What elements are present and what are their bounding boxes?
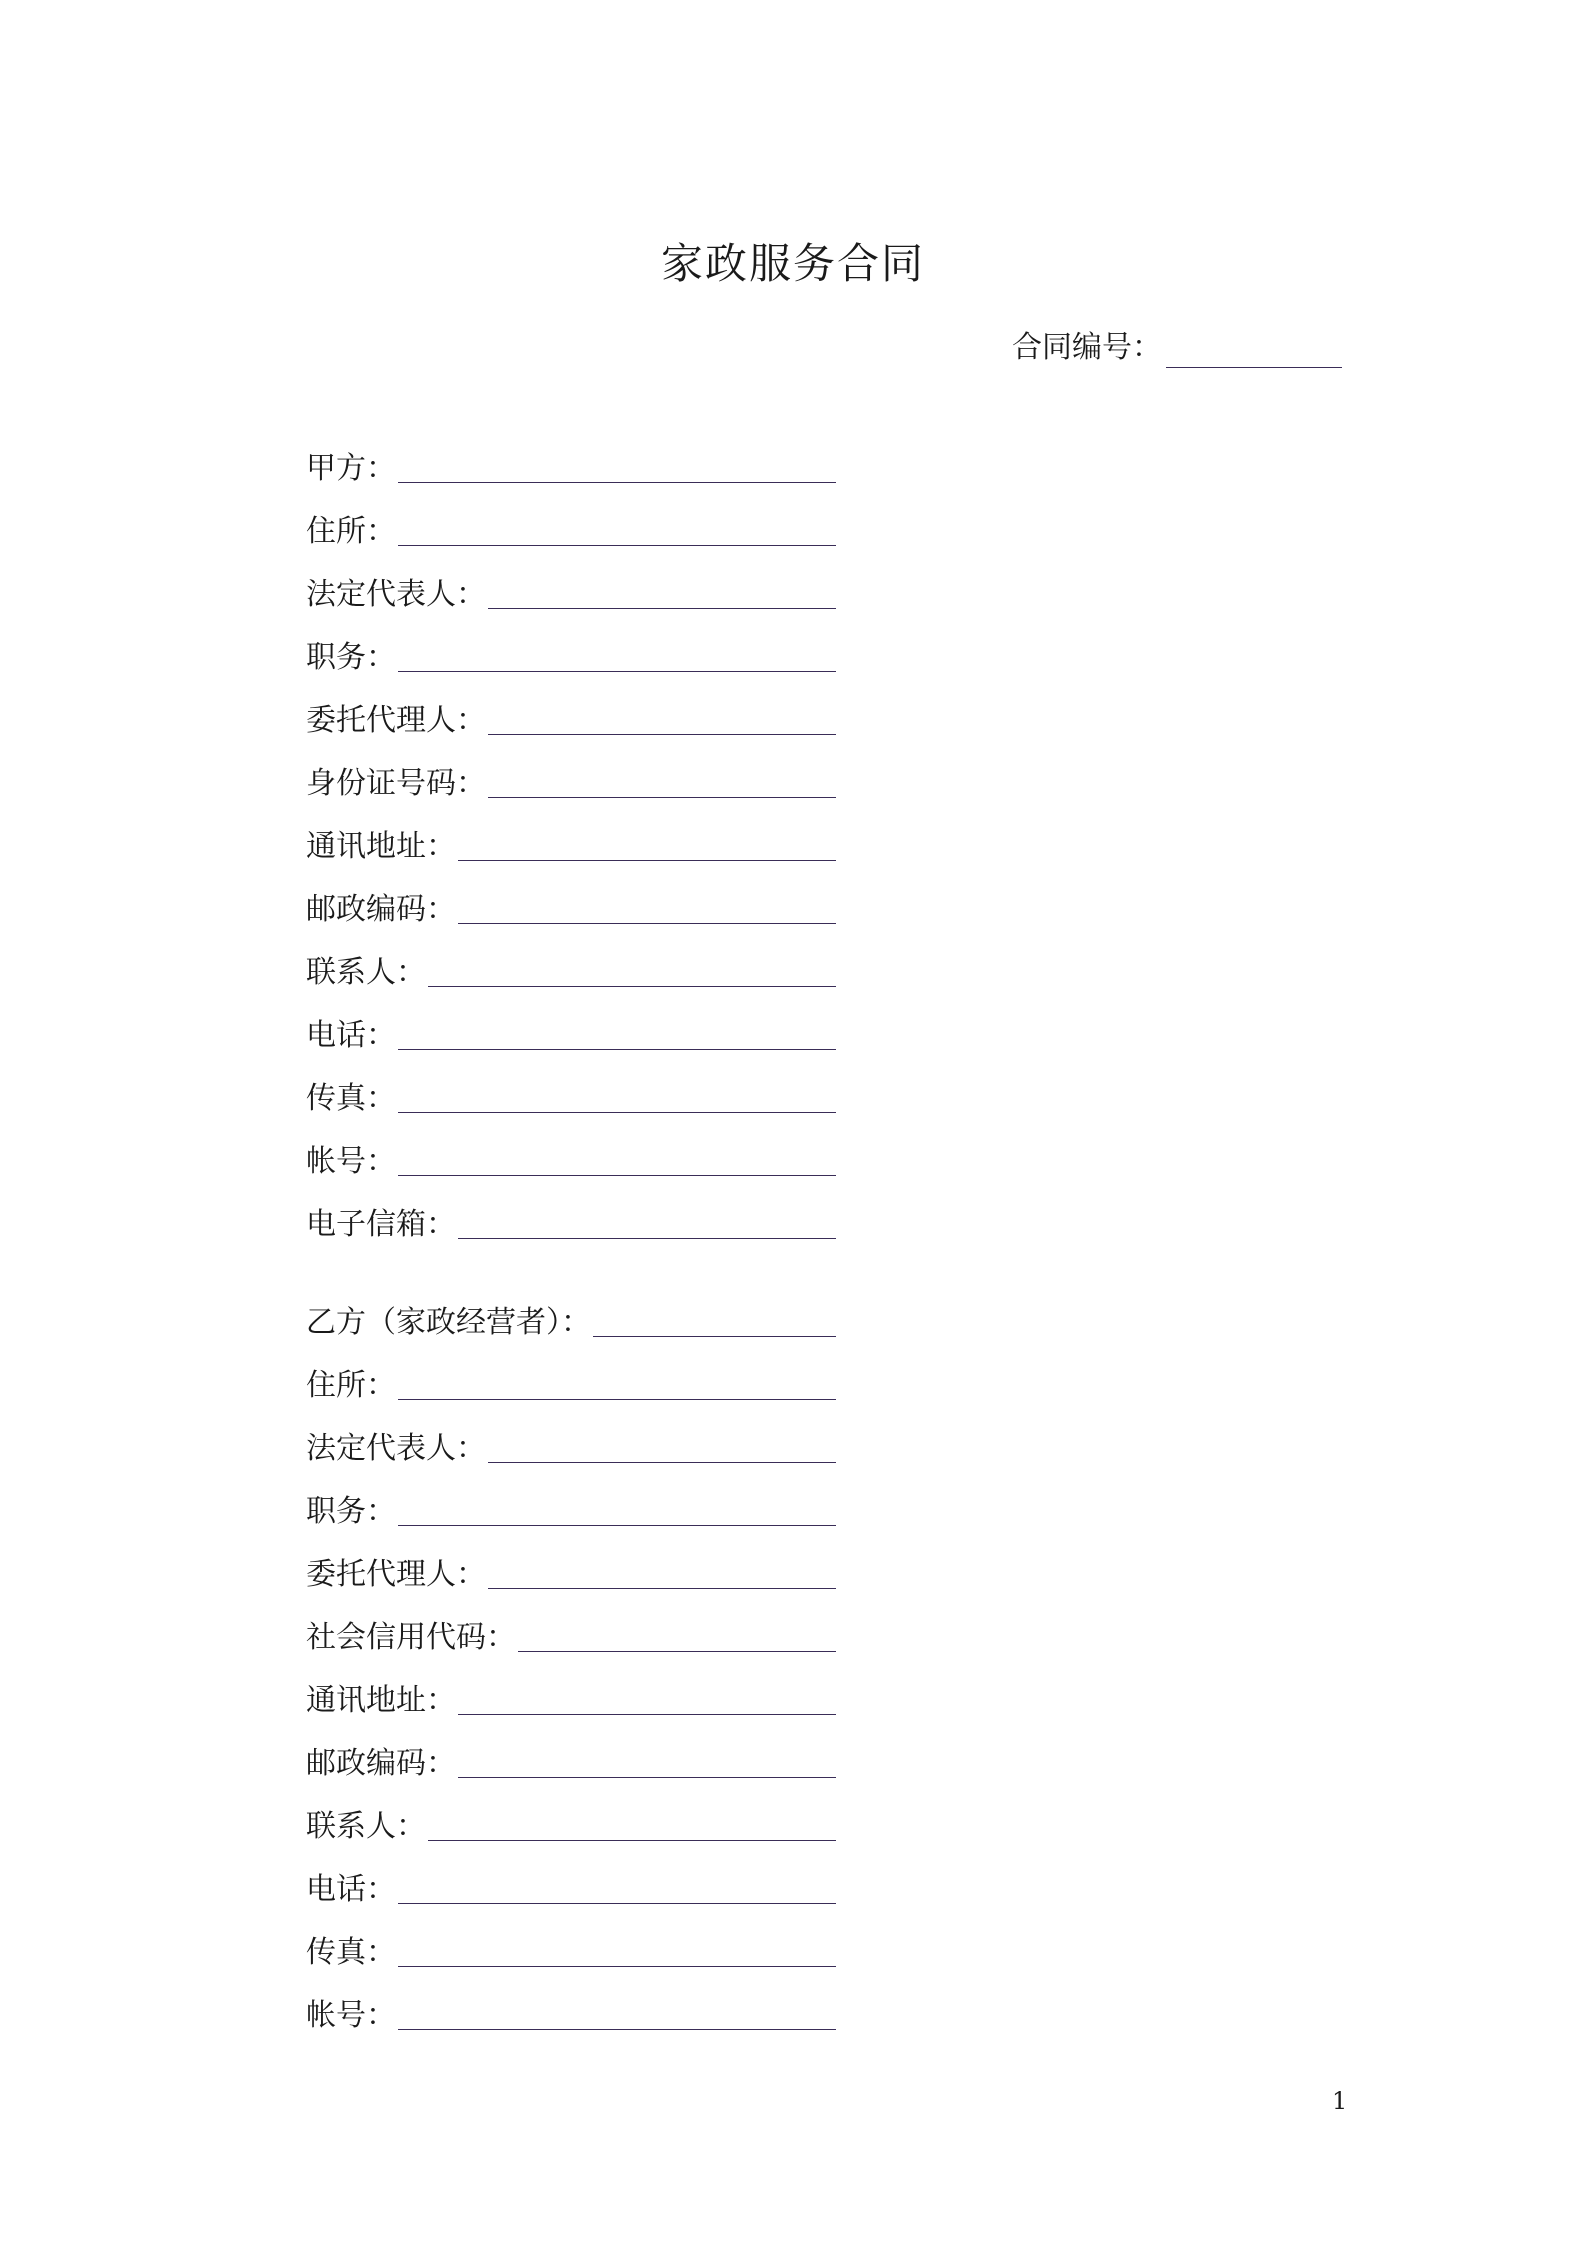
form-row <box>306 554 836 617</box>
field-label: 通讯地址： <box>306 1683 456 1718</box>
party-b-section <box>306 1282 836 2038</box>
form-row <box>306 1912 836 1975</box>
fill-in-blank[interactable] <box>488 700 836 735</box>
form-row <box>306 1660 836 1723</box>
fill-in-blank[interactable] <box>398 1869 836 1904</box>
form-row <box>306 995 836 1058</box>
form-row <box>306 428 836 491</box>
field-label: 住所： <box>306 514 396 549</box>
form-row <box>306 1121 836 1184</box>
contract-number-field <box>1012 322 1342 368</box>
field-label: 帐号： <box>306 1144 396 1179</box>
form-row <box>306 1282 836 1345</box>
fill-in-blank[interactable] <box>458 1204 836 1239</box>
form-row <box>306 743 836 806</box>
fill-in-blank[interactable] <box>458 889 836 924</box>
fill-in-blank[interactable] <box>398 511 836 546</box>
form-row <box>306 1408 836 1471</box>
fill-in-blank[interactable] <box>488 574 836 609</box>
field-label: 甲方： <box>306 451 396 486</box>
document-title: 家政服务合同 <box>660 239 925 288</box>
form-row <box>306 932 836 995</box>
fill-in-blank[interactable] <box>398 1491 836 1526</box>
fill-in-blank[interactable] <box>398 637 836 672</box>
form-row <box>306 617 836 680</box>
field-label: 法定代表人： <box>306 1431 486 1466</box>
field-label: 电话： <box>306 1018 396 1053</box>
form-row <box>306 1597 836 1660</box>
form-row <box>306 1849 836 1912</box>
fill-in-blank[interactable] <box>398 1015 836 1050</box>
fill-in-blank[interactable] <box>428 952 836 987</box>
field-label: 电话： <box>306 1872 396 1907</box>
form-row <box>306 1786 836 1849</box>
fill-in-blank[interactable] <box>398 448 836 483</box>
field-label: 住所： <box>306 1368 396 1403</box>
field-label: 委托代理人： <box>306 1557 486 1592</box>
fill-in-blank[interactable] <box>488 1428 836 1463</box>
fill-in-blank[interactable] <box>458 1680 836 1715</box>
fill-in-blank[interactable] <box>428 1806 836 1841</box>
form-row <box>306 491 836 554</box>
fill-in-blank[interactable] <box>398 1932 836 1967</box>
fill-in-blank[interactable] <box>593 1302 836 1337</box>
form-row <box>306 1975 836 2038</box>
fill-in-blank[interactable] <box>488 1554 836 1589</box>
fill-in-blank[interactable] <box>398 1365 836 1400</box>
field-label: 邮政编码： <box>306 1746 456 1781</box>
field-label: 联系人： <box>306 955 426 990</box>
field-label: 职务： <box>306 640 396 675</box>
page-number: 1 <box>1332 2087 1348 2115</box>
contract-number-blank[interactable] <box>1166 329 1342 368</box>
fill-in-blank[interactable] <box>398 1995 836 2030</box>
field-label: 社会信用代码： <box>306 1620 516 1655</box>
field-label: 传真： <box>306 1081 396 1116</box>
fill-in-blank[interactable] <box>398 1078 836 1113</box>
fill-in-blank[interactable] <box>458 1743 836 1778</box>
field-label: 传真： <box>306 1935 396 1970</box>
field-label: 联系人： <box>306 1809 426 1844</box>
field-label: 电子信箱： <box>306 1207 456 1242</box>
form-row <box>306 1058 836 1121</box>
form-row <box>306 1534 836 1597</box>
fill-in-blank[interactable] <box>518 1617 836 1652</box>
form-row <box>306 680 836 743</box>
form-row <box>306 1723 836 1786</box>
contract-number-label: 合同编号： <box>1012 330 1162 365</box>
form-row <box>306 806 836 869</box>
fill-in-blank[interactable] <box>488 763 836 798</box>
field-label: 乙方（家政经营者）： <box>306 1305 591 1340</box>
field-label: 邮政编码： <box>306 892 456 927</box>
field-label: 委托代理人： <box>306 703 486 738</box>
field-label: 帐号： <box>306 1998 396 2033</box>
form-row <box>306 1184 836 1247</box>
fill-in-blank[interactable] <box>458 826 836 861</box>
field-label: 法定代表人： <box>306 577 486 612</box>
field-label: 职务： <box>306 1494 396 1529</box>
field-label: 身份证号码： <box>306 766 486 801</box>
fill-in-blank[interactable] <box>398 1141 836 1176</box>
party-a-section <box>306 428 836 1247</box>
field-label: 通讯地址： <box>306 829 456 864</box>
form-row <box>306 869 836 932</box>
form-row <box>306 1345 836 1408</box>
form-row <box>306 1471 836 1534</box>
